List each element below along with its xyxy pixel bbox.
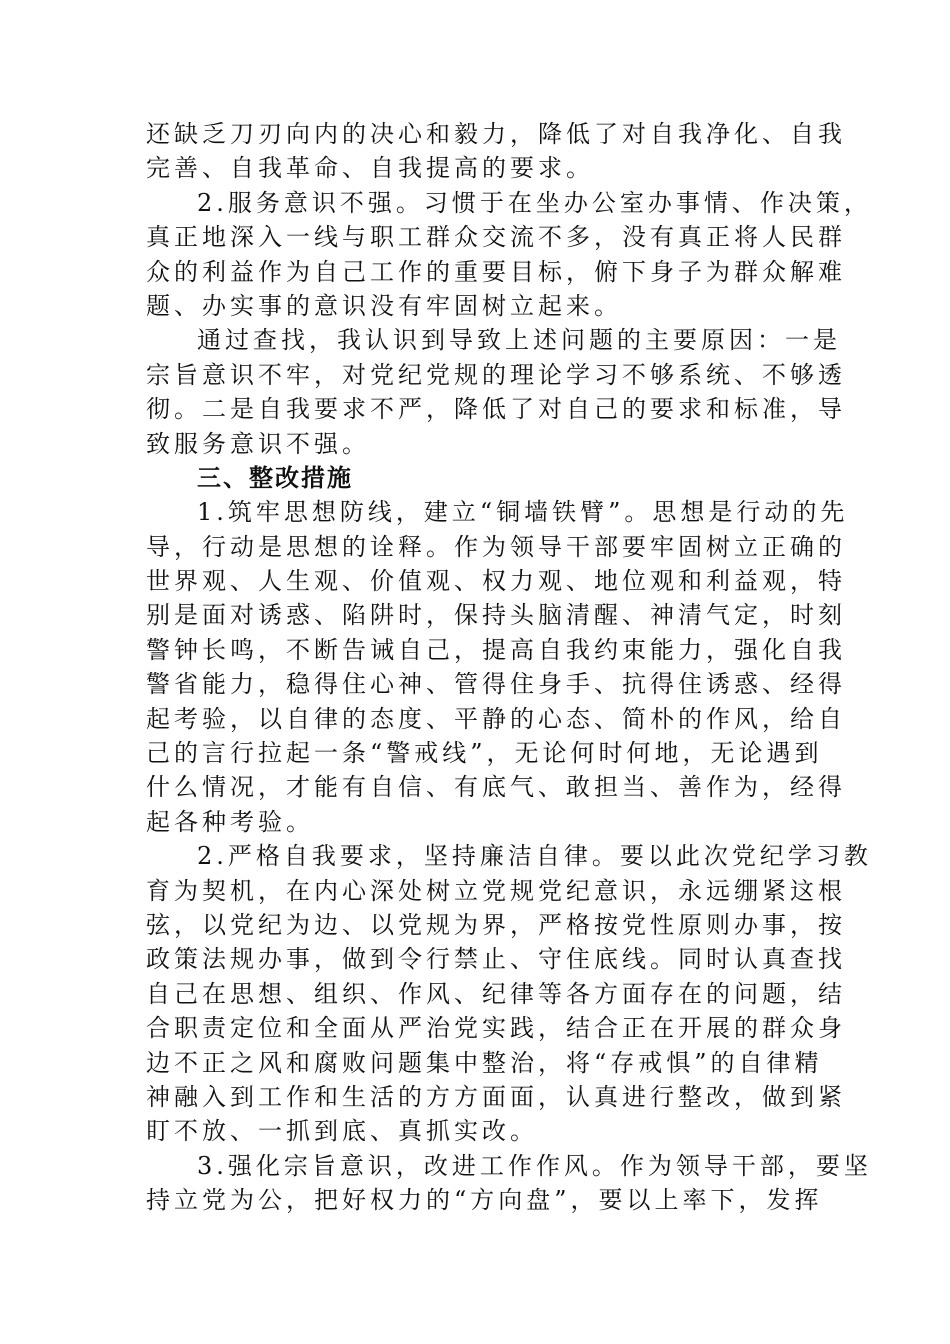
text-line: 2.严格自我要求，坚持廉洁自律。要以此次党纪学习教 (197, 842, 872, 871)
text-line: 完善、自我革命、自我提高的要求。 (146, 154, 594, 183)
text-line: 彻。二是自我要求不严，降低了对自己的要求和标准，导 (146, 395, 846, 424)
text-line: 持立党为公，把好权力的“方向盘”，要以上率下，发挥 (146, 1186, 823, 1215)
text-line: 1.筑牢思想防线，建立“铜墙铁臂”。思想是行动的先 (197, 498, 849, 527)
text-line: 盯不放、一抓到底、真抓实改。 (146, 1117, 538, 1146)
text-line: 什么情况，才能有自信、有底气、敢担当、善作为，经得 (146, 773, 846, 802)
text-line: 起各种考验。 (146, 807, 314, 836)
text-line: 边不正之风和腐败问题集中整治，将“存戒惧”的自律精 (146, 1048, 823, 1077)
text-line: 弦，以党纪为边、以党规为界，严格按党性原则办事，按 (146, 910, 846, 939)
text-line: 警省能力，稳得住心神、管得住身手、抗得住诱惑、经得 (146, 670, 846, 699)
paragraph-measure-2 (146, 839, 872, 1149)
text-line: 导，行动是思想的诠释。作为领导干部要牢固树立正确的 (146, 532, 846, 561)
text-line: 自己在思想、组织、作风、纪律等各方面存在的问题，结 (146, 979, 846, 1008)
text-line: 2.服务意识不强。习惯于在坐办公室办事情、作决策， (197, 188, 872, 217)
text-line: 宗旨意识不牢，对党纪党规的理论学习不够系统、不够透 (146, 360, 846, 389)
paragraph-root-causes (146, 323, 846, 461)
text-line: 起考验，以自律的态度、平静的心态、简朴的作风，给自 (146, 704, 846, 733)
text-line: 合职责定位和全面从严治党实践，结合正在开展的群众身 (146, 1014, 846, 1043)
text-line: 政策法规办事，做到令行禁止、守住底线。同时认真查找 (146, 945, 846, 974)
text-line: 题、办实事的意识没有牢固树立起来。 (146, 291, 622, 320)
paragraph-service-awareness (146, 186, 872, 324)
text-line: 通过查找，我认识到导致上述问题的主要原因：一是 (197, 326, 841, 355)
paragraph-measure-1 (146, 495, 849, 839)
text-line: 致服务意识不强。 (146, 429, 370, 458)
text-line: 别是面对诱惑、陷阱时，保持头脑清醒、神清气定，时刻 (146, 601, 846, 630)
text-line: 己的言行拉起一条“警戒线”，无论何时何地，无论遇到 (146, 739, 823, 768)
text-line: 3.强化宗旨意识，改进工作作风。作为领导干部，要坚 (197, 1151, 872, 1180)
text-line: 神融入到工作和生活的方方面面，认真进行整改，做到紧 (146, 1082, 846, 1111)
text-line: 警钟长鸣，不断告诫自己，提高自我约束能力，强化自我 (146, 635, 846, 664)
document-page (146, 117, 872, 1218)
text-line: 真正地深入一线与职工群众交流不多，没有真正将人民群 (146, 223, 846, 252)
paragraph-continuation (146, 117, 846, 186)
section-heading: 三、整改措施 (197, 463, 353, 492)
paragraph-measure-3 (146, 1149, 872, 1218)
text-line: 世界观、人生观、价值观、权力观、地位观和利益观，特 (146, 567, 846, 596)
text-line: 众的利益作为自己工作的重要目标，俯下身子为群众解难 (146, 257, 846, 286)
text-line: 育为契机，在内心深处树立党规党纪意识，永远绷紧这根 (146, 876, 846, 905)
text-line: 还缺乏刀刃向内的决心和毅力，降低了对自我净化、自我 (146, 120, 846, 148)
